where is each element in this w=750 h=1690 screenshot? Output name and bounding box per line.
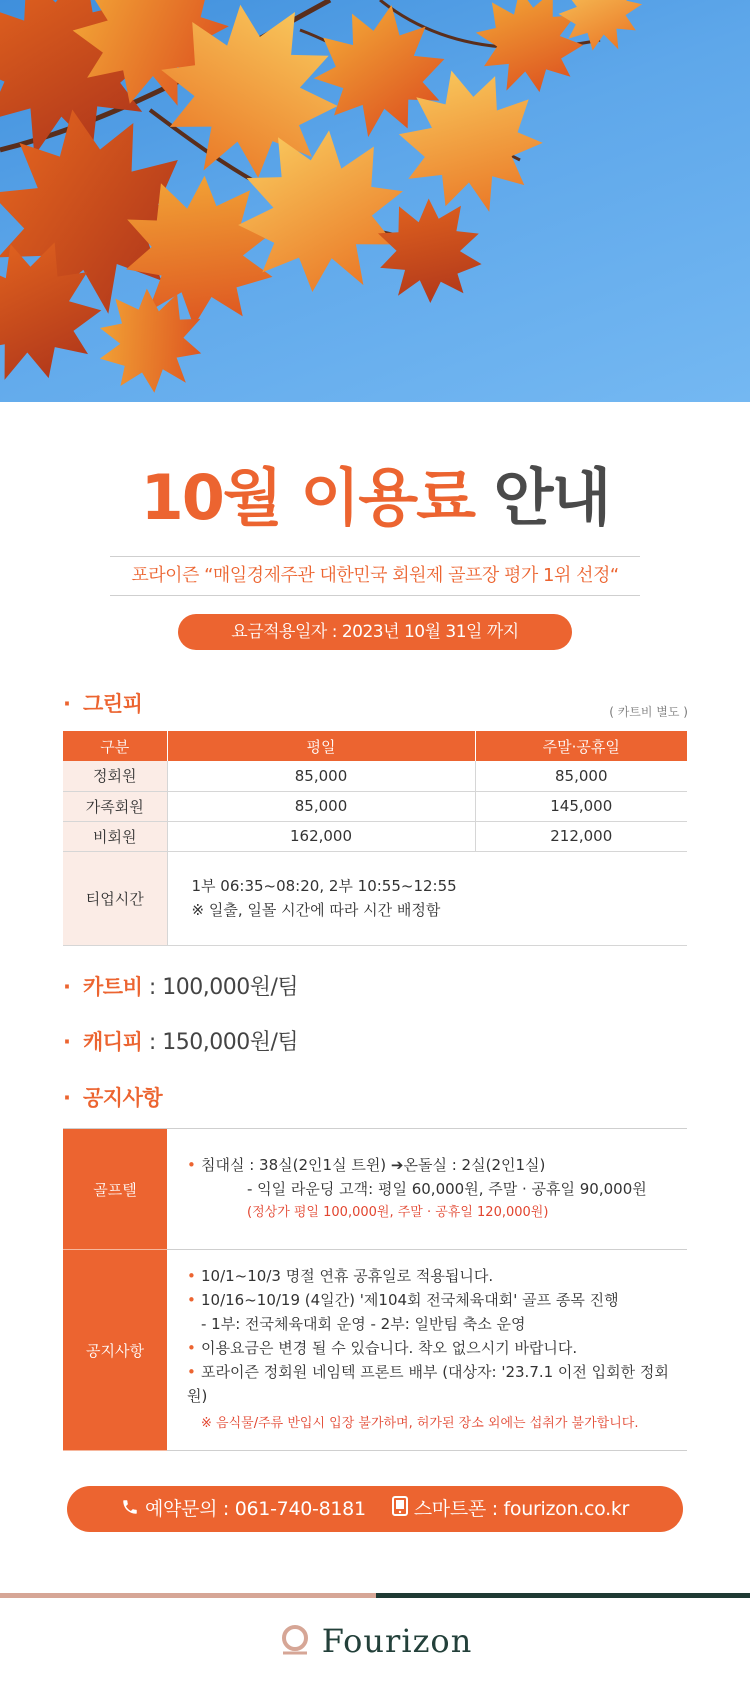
list-item: • 침대실 : 38실(2인1실 트윈) ➔온돌실 : 2실(2인1실): [187, 1153, 687, 1177]
website-link[interactable]: 스마트폰 : fourizon.co.kr: [413, 1498, 630, 1520]
title-dark: 안내: [493, 461, 610, 534]
food-warning: ※ 음식물/주류 반입시 입장 불가하며, 허가된 장소 외에는 섭취가 불가합니다.: [201, 1416, 639, 1431]
row-label: 골프텔: [63, 1129, 167, 1250]
golftel-info: [167, 1129, 687, 1250]
table-cell: 145,000: [475, 791, 687, 821]
col-header: 주말·공휴일: [475, 731, 687, 761]
tee-time-line: 1부 06:35~08:20, 2부 10:55~12:55: [191, 877, 457, 895]
tee-time-info: [167, 851, 687, 945]
row-label: 정회원: [63, 761, 167, 791]
table-row: [63, 821, 687, 851]
smartphone-icon: [392, 1487, 408, 1533]
row-label: 티업시간: [63, 851, 167, 945]
tee-time-row: [63, 851, 687, 945]
row-label: 공지사항: [63, 1250, 167, 1451]
bullet-icon: •: [187, 1267, 196, 1285]
notice-heading: · 공지사항: [63, 1086, 163, 1110]
col-header: 구분: [63, 731, 167, 761]
list-item: • 포라이즌 정회원 네임텍 프론트 배부 (대상자: '23.7.1 이전 입회한 정회원): [187, 1360, 687, 1408]
bullet-icon: ·: [63, 1086, 71, 1110]
contact-bar: [67, 1486, 683, 1532]
table-cell: 85,000: [475, 761, 687, 791]
green-fee-table: [63, 731, 687, 946]
hero-image: [0, 0, 750, 402]
regular-price-note: (정상가 평일 100,000원, 주말 · 공휴일 120,000원): [247, 1205, 549, 1220]
bullet-icon: •: [187, 1156, 196, 1174]
footer-divider-left: [0, 1593, 376, 1598]
green-fee-heading: · 그린피: [63, 692, 143, 716]
table-header-row: [63, 731, 687, 761]
list-item: - 익일 라운딩 고객: 평일 60,000원, 주말 · 공휴일 90,000원: [247, 1180, 647, 1198]
period-badge: 요금적용일자 : 2023년 10월 31일 까지: [178, 614, 572, 650]
list-item: • 10/16~10/19 (4일간) '제104회 전국체육대회' 골프 종목 진행: [187, 1288, 687, 1312]
autumn-leaves-illustration: [0, 0, 750, 402]
table-cell: 85,000: [167, 761, 475, 791]
cart-fee-value: : 100,000원/팀: [142, 975, 299, 1000]
list-item: • 10/1~10/3 명절 연휴 공휴일로 적용됩니다.: [187, 1264, 687, 1288]
cart-fee-label: 카트비: [83, 975, 143, 999]
notice-table: [63, 1128, 687, 1451]
phone-link[interactable]: 예약문의 : 061-740-8181: [144, 1498, 366, 1520]
caddie-fee: [63, 1025, 298, 1056]
bullet-icon: •: [187, 1363, 196, 1381]
col-header: 평일: [167, 731, 475, 761]
table-cell: 162,000: [167, 821, 475, 851]
bullet-icon: ·: [63, 692, 71, 716]
logo-text: Fourizon: [321, 1622, 473, 1660]
table-cell: 212,000: [475, 821, 687, 851]
phone-icon: [121, 1487, 139, 1533]
list-item: - 1부: 전국체육대회 운영 - 2부: 일반팀 축소 운영: [201, 1315, 526, 1333]
table-cell: 85,000: [167, 791, 475, 821]
table-row: [63, 791, 687, 821]
bullet-icon: ·: [63, 975, 71, 999]
bullet-icon: ·: [63, 1030, 71, 1054]
table-row: [63, 1250, 687, 1451]
list-item: • 이용요금은 변경 될 수 있습니다. 착오 없으시기 바랍니다.: [187, 1336, 687, 1360]
row-label: 비회원: [63, 821, 167, 851]
tee-time-note: ※ 일출, 일몰 시간에 따라 시간 배정함: [191, 901, 441, 919]
title-accent: 10월 이용료: [140, 461, 475, 534]
caddie-fee-label: 캐디피: [83, 1030, 143, 1054]
table-row: [63, 761, 687, 791]
caddie-fee-value: : 150,000원/팀: [142, 1030, 299, 1055]
row-label: 가족회원: [63, 791, 167, 821]
footer-divider-right: [376, 1593, 750, 1598]
page-title: [0, 462, 750, 534]
bullet-icon: •: [187, 1291, 196, 1309]
cart-fee-note: ( 카트비 별도 ): [609, 705, 688, 719]
fourizon-logo-icon: [278, 1623, 312, 1665]
cart-fee: [63, 970, 298, 1001]
table-row: [63, 1129, 687, 1250]
notice-info: [167, 1250, 687, 1451]
fourizon-logo: [0, 1622, 750, 1665]
bullet-icon: •: [187, 1339, 196, 1357]
subtitle: 포라이즌 “매일경제주관 대한민국 회원제 골프장 평가 1위 선정“: [110, 556, 640, 596]
